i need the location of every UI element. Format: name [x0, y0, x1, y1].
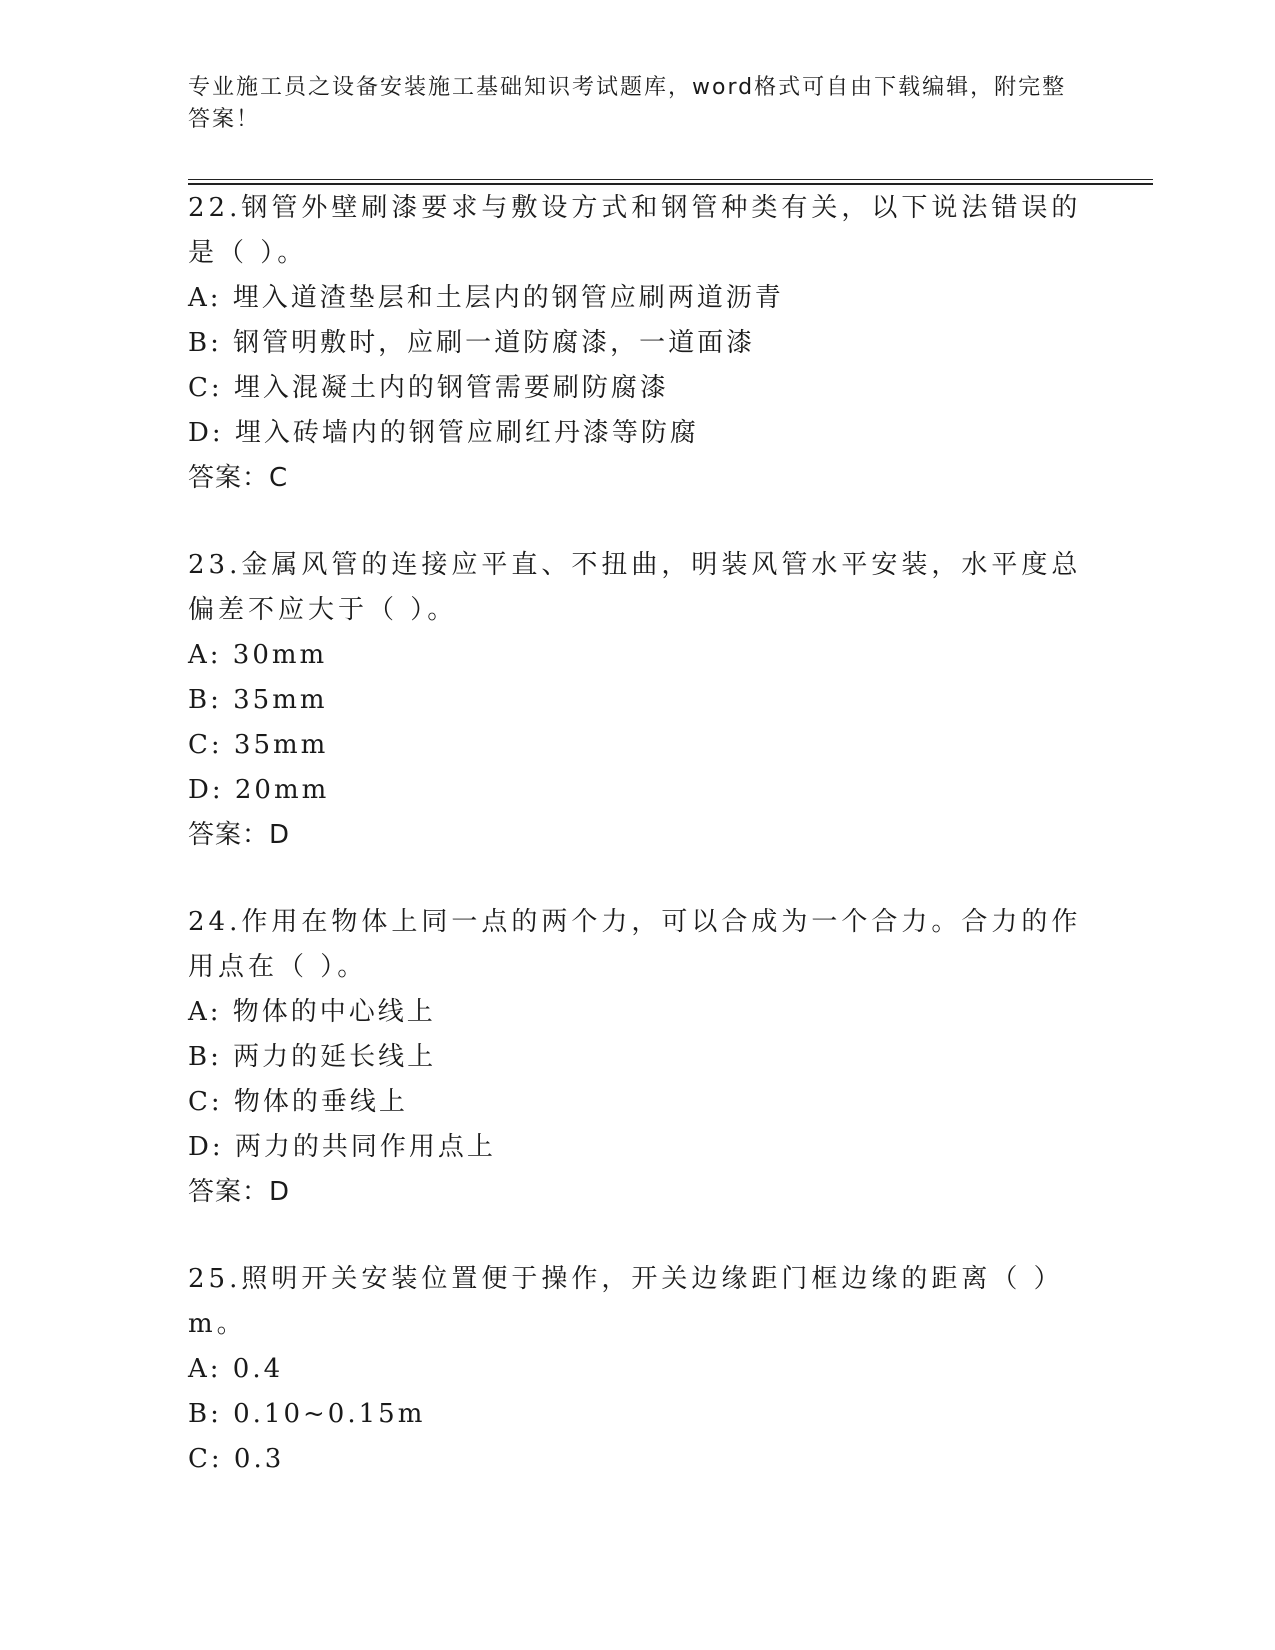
option-list	[188, 1347, 1088, 1482]
answer-line: 答案：D	[188, 1177, 291, 1207]
header-divider-thin	[188, 179, 1153, 180]
option-b: B: 0.10~0.15m	[188, 1399, 426, 1429]
option-a: A: 0.4	[188, 1354, 284, 1384]
question-stem: 24.作用在物体上同一点的两个力，可以合成为一个合力。合力的作用点在（ ）。	[188, 907, 1082, 982]
document-header: 专业施工员之设备安装施工基础知识考试题库，word格式可自由下载编辑，附完整答案！	[188, 75, 1067, 132]
option-list	[188, 276, 1088, 456]
question-stem: 25.照明开关安装位置便于操作，开关边缘距门框边缘的距离（ ）m。	[188, 1264, 1064, 1339]
answer-line: 答案：C	[188, 463, 289, 493]
option-b: B: 两力的延长线上	[188, 1042, 437, 1072]
option-c: C: 物体的垂线上	[188, 1087, 408, 1117]
option-list	[188, 633, 1088, 813]
option-d: D: 两力的共同作用点上	[188, 1132, 496, 1162]
question-stem: 23.金属风管的连接应平直、不扭曲，明装风管水平安装，水平度总偏差不应大于（ ）。	[188, 550, 1082, 625]
header-divider-thick	[188, 183, 1153, 185]
option-c: C: 35mm	[188, 730, 329, 760]
question-22	[188, 186, 1088, 501]
option-c: C: 0.3	[188, 1444, 285, 1474]
question-25	[188, 1257, 1088, 1482]
option-list	[188, 990, 1088, 1170]
option-a: A: 30mm	[188, 640, 328, 670]
option-a: A: 埋入道渣垫层和土层内的钢管应刷两道沥青	[188, 283, 784, 313]
option-b: B: 钢管明敷时，应刷一道防腐漆，一道面漆	[188, 328, 756, 358]
question-list	[188, 186, 1088, 1524]
question-24	[188, 900, 1088, 1215]
option-d: D: 埋入砖墙内的钢管应刷红丹漆等防腐	[188, 418, 699, 448]
option-c: C: 埋入混凝土内的钢管需要刷防腐漆	[188, 373, 669, 403]
option-a: A: 物体的中心线上	[188, 997, 436, 1027]
question-23	[188, 543, 1088, 858]
question-stem: 22.钢管外壁刷漆要求与敷设方式和钢管种类有关，以下说法错误的是（ ）。	[188, 193, 1082, 268]
option-d: D: 20mm	[188, 775, 330, 805]
option-b: B: 35mm	[188, 685, 328, 715]
answer-line: 答案：D	[188, 820, 291, 850]
